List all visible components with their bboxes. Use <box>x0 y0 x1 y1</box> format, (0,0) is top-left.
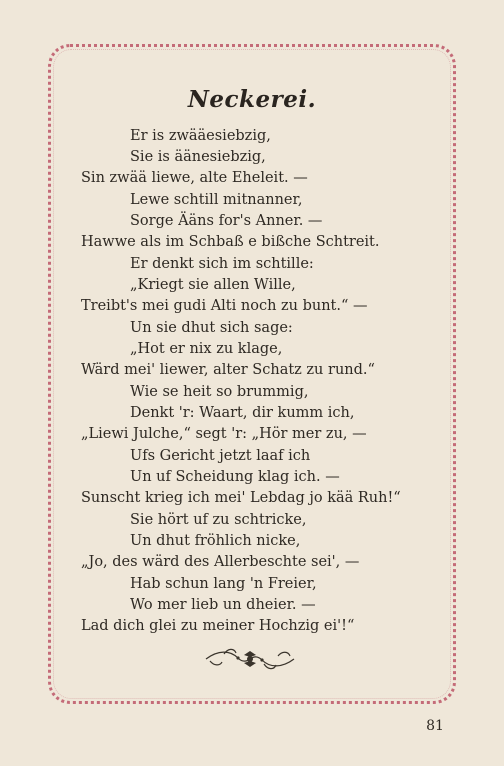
floral-vignette-icon <box>200 646 300 672</box>
poem-line: Sie is äänesiebzig, <box>130 149 266 165</box>
poem-line: Un uf Scheidung klag ich. — <box>130 469 340 485</box>
poem-line: Sin zwää liewe, alte Eheleit. — <box>81 170 308 186</box>
poem-line: Sie hört uf zu schtricke, <box>130 512 307 528</box>
poem-line: Ufs Gericht jetzt laaf ich <box>130 448 311 464</box>
poem-line: Er denkt sich im schtille: <box>130 256 314 272</box>
poem-line: Treibt's mei gudi Alti noch zu bunt.“ — <box>81 298 368 314</box>
poem-line: Wo mer lieb un dheier. — <box>130 597 316 613</box>
poem-line: Wie se heit so brummig, <box>130 384 309 400</box>
poem-line: Hawwe als im Schbaß e bißche Schtreit. <box>81 234 380 250</box>
poem-line: „Hot er nix zu klage, <box>130 341 283 357</box>
poem-line: „Liewi Julche,“ segt 'r: „Hör mer zu, — <box>81 426 367 442</box>
poem-line: Sunscht krieg ich mei' Lebdag jo kää Ruh!“ <box>81 490 401 506</box>
poem-title: Neckerei. <box>187 86 317 113</box>
poem-line: Sorge Ääns for's Anner. — <box>130 213 323 229</box>
poem-line: „Kriegt sie allen Wille, <box>130 277 296 293</box>
poem-line: „Jo, des wärd des Allerbeschte sei', — <box>81 554 360 570</box>
poem-line: Denkt 'r: Waart, dir kumm ich, <box>130 405 355 421</box>
poem-line: Er is zwääesiebzig, <box>130 128 271 144</box>
poem-line: Un sie dhut sich sage: <box>130 320 293 336</box>
poem-line: Hab schun lang 'n Freier, <box>130 576 317 592</box>
poem-line: Lad dich glei zu meiner Hochzig ei'!“ <box>81 618 355 634</box>
poem-line: Wärd mei' liewer, alter Schatz zu rund.“ <box>81 362 375 378</box>
page-number: 81 <box>426 718 444 734</box>
poem-line: Lewe schtill mitnanner, <box>130 192 303 208</box>
poem-line: Un dhut fröhlich nicke, <box>130 533 301 549</box>
